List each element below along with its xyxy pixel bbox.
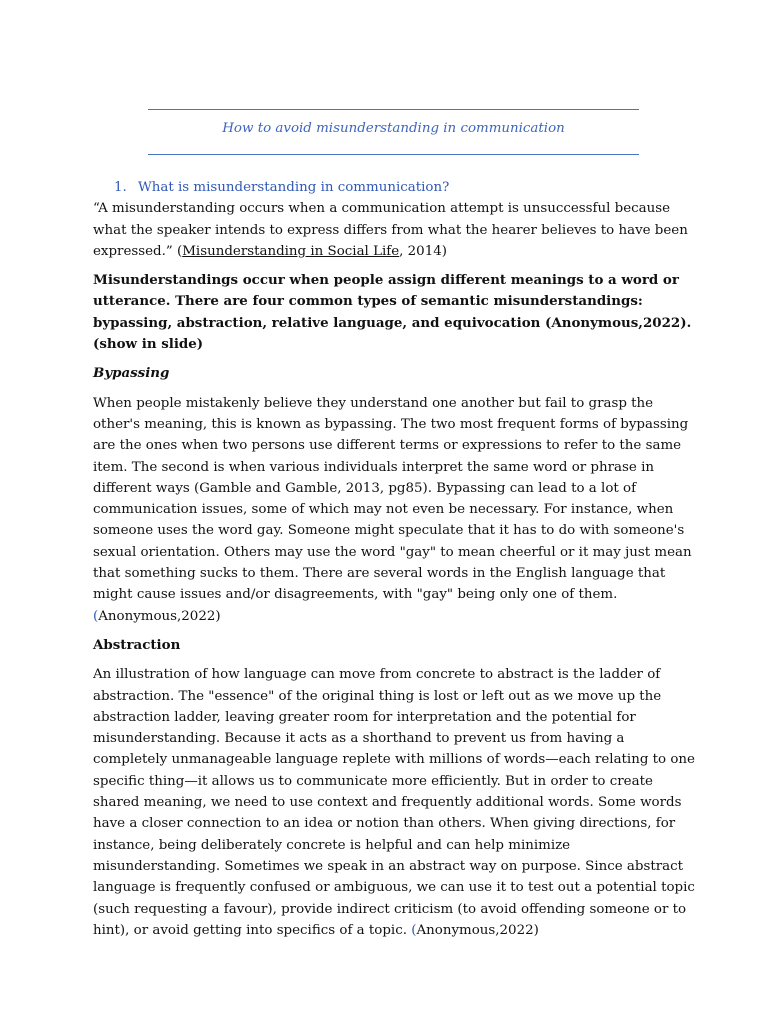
abstraction-body: An illustration of how language can move from concrete to abstract is the ladder of abstraction. The "essence" of the original thing is lost or left out as we move up the abstraction ladder, leaving greater room for interpretation and the potential for misunderstanding. Because it acts as a shorthand to prevent us from having a completely unmanageable language replete with millions of words—each relating to one specific thing—it allows us to communicate more efficiently. But in order to create shared meaning, we need to use context and frequently additional words. Some words have a closer connection to an idea or notion than others. When giving directions, for instance, being deliberately concrete is helpful and can help minimize misunderstanding. Sometimes we speak in an abstract way on purpose. Since abstract language is frequently confused or ambiguous, we can use it to test out a potential topic (such requesting a favour), provide indirect criticism (to avoid offending someone or to hint), or avoid getting into specifics of a topic. xyxy=(93,667,695,938)
bypassing-paragraph xyxy=(93,393,698,627)
abstraction-heading: Abstraction xyxy=(93,636,181,653)
section-heading xyxy=(114,177,698,198)
abstraction-citation: Anonymous,2022) xyxy=(416,922,539,938)
bypassing-citation: Anonymous,2022) xyxy=(98,608,221,624)
abstraction-citation-paren: ( xyxy=(411,922,417,938)
document-title: How to avoid misunderstanding in communication xyxy=(222,121,565,136)
bypassing-citation-paren: ( xyxy=(93,608,99,624)
definition-quote xyxy=(93,198,698,262)
bypassing-body: When people mistakenly believe they understand one another but fail to grasp the other's meaning, this is known as bypassing. The two most frequent forms of bypassing are the ones when two persons use different terms or expressions to refer to the same item. The second is when various individuals interpret the same word or phrase in different ways (Gamble and Gamble, 2013, pg85). Bypassing can lead to a lot of communication issues, some of which may not even be necessary. For instance, when someone uses the word gay. Someone might speculate that it has to do with someone's sexual orientation. Others may use the word "gay" to mean cheerful or it may just mean that something sucks to them. There are several words in the English language that might cause issues and/or disagreements, with "gay" being only one of them. xyxy=(93,395,692,603)
document-body xyxy=(93,177,698,941)
section-number: 1. xyxy=(114,180,127,195)
abstraction-paragraph xyxy=(93,664,698,941)
intro-paragraph: Misunderstandings occur when people assign different meanings to a word or utterance. There are four common types of semantic misunderstandings: bypassing, abstraction, relative language, and equivocation (Anonymous,2022). (show in slide) xyxy=(93,272,692,353)
bypassing-heading: Bypassing xyxy=(93,365,170,382)
quote-source-tail: , 2014) xyxy=(399,243,447,259)
title-bottom-rule xyxy=(148,154,639,155)
quote-text: “A misunderstanding occurs when a communication attempt is unsuccessful because what the speaker intends to express differs from what the hearer believes to have been expressed.” ( xyxy=(93,201,688,259)
quote-source-link[interactable]: Misunderstanding in Social Life xyxy=(182,243,400,259)
title-top-rule xyxy=(148,109,639,110)
section-heading-text: What is misunderstanding in communication? xyxy=(138,180,450,195)
